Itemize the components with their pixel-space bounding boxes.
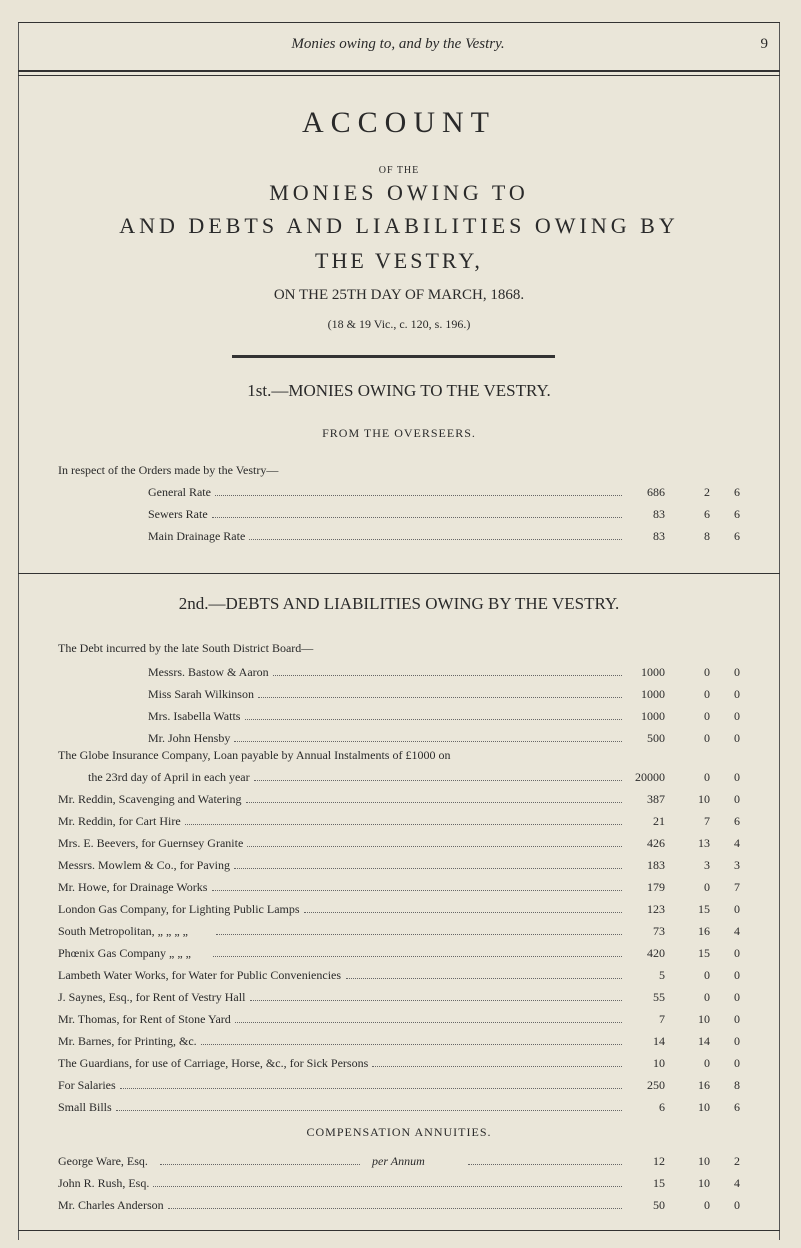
pence-value: 6 bbox=[734, 814, 740, 828]
pounds-value: 6 bbox=[659, 1100, 665, 1114]
running-title: Monies owing to, and by the Vestry. bbox=[291, 36, 505, 52]
shillings-value: 0 bbox=[704, 880, 710, 894]
section2-heading: 2nd.—DEBTS AND LIABILITIES OWING BY THE VESTRY. bbox=[178, 594, 620, 613]
leader-dots bbox=[185, 814, 622, 825]
section-divider bbox=[18, 573, 780, 574]
shillings-value: 10 bbox=[698, 1154, 710, 1168]
leader-dots bbox=[234, 731, 622, 742]
shillings-value: 2 bbox=[704, 485, 710, 499]
table-row bbox=[0, 946, 801, 964]
leader-dots bbox=[273, 665, 622, 676]
pence-value: 4 bbox=[734, 924, 740, 938]
pounds-value: 1000 bbox=[641, 665, 665, 679]
pence-value: 0 bbox=[734, 1056, 740, 1070]
row-label: George Ware, Esq. bbox=[58, 1154, 148, 1168]
pounds-value: 55 bbox=[653, 990, 665, 1004]
pounds-value: 1000 bbox=[641, 687, 665, 701]
leader-dots bbox=[216, 924, 622, 935]
row-label: Messrs. Bastow & Aaron bbox=[148, 665, 269, 679]
shillings-value: 15 bbox=[698, 902, 710, 916]
pence-value: 2 bbox=[734, 1154, 740, 1168]
table-row bbox=[0, 1034, 801, 1052]
leader-dots bbox=[250, 990, 622, 1001]
table-row bbox=[0, 529, 801, 547]
pounds-value: 12 bbox=[653, 1154, 665, 1168]
table-row bbox=[0, 1056, 801, 1074]
shillings-value: 0 bbox=[704, 731, 710, 745]
leader-dots bbox=[254, 770, 622, 781]
leader-dots bbox=[213, 946, 622, 957]
leader-dots bbox=[247, 836, 622, 847]
shillings-value: 16 bbox=[698, 1078, 710, 1092]
page-number: 9 bbox=[760, 36, 768, 52]
row-label: Mr. Howe, for Drainage Works bbox=[58, 880, 208, 894]
pence-value: 0 bbox=[734, 1012, 740, 1026]
leader-dots bbox=[245, 709, 622, 720]
row-label: Mr. John Hensby bbox=[148, 731, 231, 745]
title-rule bbox=[232, 355, 555, 358]
header-rule-thick bbox=[18, 70, 780, 72]
leader-dots bbox=[160, 1154, 360, 1165]
pounds-value: 387 bbox=[647, 792, 665, 806]
pounds-value: 420 bbox=[647, 946, 665, 960]
row-label: For Salaries bbox=[58, 1078, 116, 1092]
shillings-value: 15 bbox=[698, 946, 710, 960]
shillings-value: 0 bbox=[704, 770, 710, 784]
leader-dots bbox=[201, 1034, 622, 1045]
table-row bbox=[0, 1154, 801, 1172]
table-row bbox=[0, 792, 801, 810]
leader-dots bbox=[258, 687, 622, 698]
pence-value: 4 bbox=[734, 836, 740, 850]
running-header bbox=[18, 36, 778, 58]
shillings-value: 0 bbox=[704, 665, 710, 679]
shillings-value: 14 bbox=[698, 1034, 710, 1048]
pence-value: 0 bbox=[734, 709, 740, 723]
row-label: The Guardians, for use of Carriage, Horse, &c., for Sick Persons bbox=[58, 1056, 369, 1070]
row-label: Mr. Reddin, for Cart Hire bbox=[58, 814, 181, 828]
pence-value: 6 bbox=[734, 507, 740, 521]
table-row bbox=[0, 1100, 801, 1118]
pounds-value: 686 bbox=[647, 485, 665, 499]
table-row bbox=[0, 858, 801, 876]
table-row bbox=[0, 990, 801, 1008]
shillings-value: 13 bbox=[698, 836, 710, 850]
leader-dots bbox=[153, 1176, 622, 1187]
pence-value: 6 bbox=[734, 529, 740, 543]
row-label: the 23rd day of April in each year bbox=[88, 770, 250, 784]
title-the-vestry: THE VESTRY, bbox=[315, 248, 483, 273]
row-label: John R. Rush, Esq. bbox=[58, 1176, 150, 1190]
pounds-value: 73 bbox=[653, 924, 665, 938]
pounds-value: 250 bbox=[647, 1078, 665, 1092]
shillings-value: 0 bbox=[704, 1056, 710, 1070]
shillings-value: 0 bbox=[704, 1198, 710, 1212]
per-annum-label: per Annum bbox=[372, 1154, 425, 1168]
table-row bbox=[0, 687, 801, 705]
pence-value: 0 bbox=[734, 770, 740, 784]
pence-value: 8 bbox=[734, 1078, 740, 1092]
pence-value: 4 bbox=[734, 1176, 740, 1190]
pence-value: 0 bbox=[734, 731, 740, 745]
pence-value: 0 bbox=[734, 1198, 740, 1212]
pounds-value: 83 bbox=[653, 507, 665, 521]
table-row bbox=[0, 880, 801, 898]
leader-dots bbox=[468, 1154, 622, 1165]
row-label: London Gas Company, for Lighting Public Lamps bbox=[58, 902, 300, 916]
row-label: Mr. Charles Anderson bbox=[58, 1198, 164, 1212]
shillings-value: 3 bbox=[704, 858, 710, 872]
pence-value: 0 bbox=[734, 968, 740, 982]
row-label: Miss Sarah Wilkinson bbox=[148, 687, 254, 701]
shillings-value: 0 bbox=[704, 687, 710, 701]
title-date: ON THE 25TH DAY OF MARCH, 1868. bbox=[273, 287, 525, 303]
pounds-value: 500 bbox=[647, 731, 665, 745]
row-label: South Metropolitan, „ „ „ „ bbox=[58, 924, 188, 938]
pounds-value: 1000 bbox=[641, 709, 665, 723]
pence-value: 7 bbox=[734, 880, 740, 894]
leader-dots bbox=[168, 1198, 622, 1209]
table-row bbox=[0, 814, 801, 832]
table-row bbox=[0, 731, 801, 749]
leader-dots bbox=[116, 1100, 622, 1111]
leader-dots bbox=[235, 1012, 622, 1023]
leader-dots bbox=[120, 1078, 622, 1089]
table-row bbox=[0, 1198, 801, 1216]
row-label: Mr. Thomas, for Rent of Stone Yard bbox=[58, 1012, 231, 1026]
pounds-value: 123 bbox=[647, 902, 665, 916]
row-label: J. Saynes, Esq., for Rent of Vestry Hall bbox=[58, 990, 246, 1004]
table-row bbox=[0, 1078, 801, 1096]
pence-value: 0 bbox=[734, 946, 740, 960]
pounds-value: 21 bbox=[653, 814, 665, 828]
section1-subheading: FROM THE OVERSEERS. bbox=[322, 426, 476, 440]
shillings-value: 7 bbox=[704, 814, 710, 828]
bottom-rule bbox=[18, 1230, 780, 1231]
pounds-value: 20000 bbox=[635, 770, 665, 784]
pence-value: 0 bbox=[734, 902, 740, 916]
row-label: Messrs. Mowlem & Co., for Paving bbox=[58, 858, 230, 872]
table-row bbox=[0, 836, 801, 854]
table-row bbox=[0, 924, 801, 942]
top-rule bbox=[18, 22, 780, 23]
pence-value: 0 bbox=[734, 687, 740, 701]
shillings-value: 10 bbox=[698, 1176, 710, 1190]
pounds-value: 15 bbox=[653, 1176, 665, 1190]
shillings-value: 0 bbox=[704, 968, 710, 982]
row-label: Mrs. Isabella Watts bbox=[148, 709, 241, 723]
row-label: Mr. Reddin, Scavenging and Watering bbox=[58, 792, 242, 806]
shillings-value: 10 bbox=[698, 792, 710, 806]
annuities-heading: COMPENSATION ANNUITIES. bbox=[306, 1125, 492, 1139]
pence-value: 3 bbox=[734, 858, 740, 872]
row-label: Phœnix Gas Company „ „ „ bbox=[58, 946, 191, 960]
table-row bbox=[0, 709, 801, 727]
pence-value: 0 bbox=[734, 990, 740, 1004]
row-label: General Rate bbox=[148, 485, 211, 499]
table-row bbox=[0, 507, 801, 525]
table-row bbox=[0, 665, 801, 683]
shillings-value: 0 bbox=[704, 709, 710, 723]
header-rule-thin bbox=[18, 75, 780, 76]
leader-dots bbox=[234, 858, 622, 869]
pounds-value: 183 bbox=[647, 858, 665, 872]
pounds-value: 426 bbox=[647, 836, 665, 850]
shillings-value: 16 bbox=[698, 924, 710, 938]
pounds-value: 5 bbox=[659, 968, 665, 982]
leader-dots bbox=[346, 968, 622, 979]
row-label: Small Bills bbox=[58, 1100, 112, 1114]
leader-dots bbox=[246, 792, 622, 803]
row-label: Main Drainage Rate bbox=[148, 529, 246, 543]
pence-value: 0 bbox=[734, 1034, 740, 1048]
row-label: Mrs. E. Beevers, for Guernsey Granite bbox=[58, 836, 244, 850]
pence-value: 6 bbox=[734, 1100, 740, 1114]
row-label: Lambeth Water Works, for Water for Public Conveniencies bbox=[58, 968, 342, 982]
section1-intro: In respect of the Orders made by the Vestry— bbox=[58, 463, 279, 477]
shillings-value: 0 bbox=[704, 990, 710, 1004]
leader-dots bbox=[215, 485, 622, 496]
title-debts-liabilities: AND DEBTS AND LIABILITIES OWING BY bbox=[119, 213, 679, 238]
pounds-value: 179 bbox=[647, 880, 665, 894]
shillings-value: 10 bbox=[698, 1100, 710, 1114]
title-monies-owing: MONIES OWING TO bbox=[269, 180, 529, 205]
shillings-value: 10 bbox=[698, 1012, 710, 1026]
leader-dots bbox=[249, 529, 622, 540]
section2-intro: The Debt incurred by the late South District Board— bbox=[58, 641, 314, 655]
row-label: Sewers Rate bbox=[148, 507, 208, 521]
shillings-value: 8 bbox=[704, 529, 710, 543]
table-row bbox=[0, 1176, 801, 1194]
title-account: ACCOUNT bbox=[301, 106, 496, 139]
leader-dots bbox=[212, 507, 622, 518]
pounds-value: 14 bbox=[653, 1034, 665, 1048]
title-of-the: OF THE bbox=[378, 165, 420, 176]
row-label: Mr. Barnes, for Printing, &c. bbox=[58, 1034, 197, 1048]
table-row bbox=[0, 770, 801, 788]
pence-value: 6 bbox=[734, 485, 740, 499]
table-row bbox=[0, 968, 801, 986]
section1-heading: 1st.—MONIES OWING TO THE VESTRY. bbox=[247, 381, 551, 400]
table-row bbox=[0, 902, 801, 920]
shillings-value: 6 bbox=[704, 507, 710, 521]
pence-value: 0 bbox=[734, 792, 740, 806]
globe-line1: The Globe Insurance Company, Loan payable by Annual Instalments of £1000 on bbox=[58, 748, 451, 762]
table-row bbox=[0, 1012, 801, 1030]
pounds-value: 50 bbox=[653, 1198, 665, 1212]
table-row bbox=[0, 485, 801, 503]
leader-dots bbox=[212, 880, 622, 891]
pounds-value: 7 bbox=[659, 1012, 665, 1026]
leader-dots bbox=[372, 1056, 622, 1067]
title-act: (18 & 19 Vic., c. 120, s. 196.) bbox=[327, 317, 471, 331]
pence-value: 0 bbox=[734, 665, 740, 679]
leader-dots bbox=[304, 902, 622, 913]
pounds-value: 83 bbox=[653, 529, 665, 543]
pounds-value: 10 bbox=[653, 1056, 665, 1070]
